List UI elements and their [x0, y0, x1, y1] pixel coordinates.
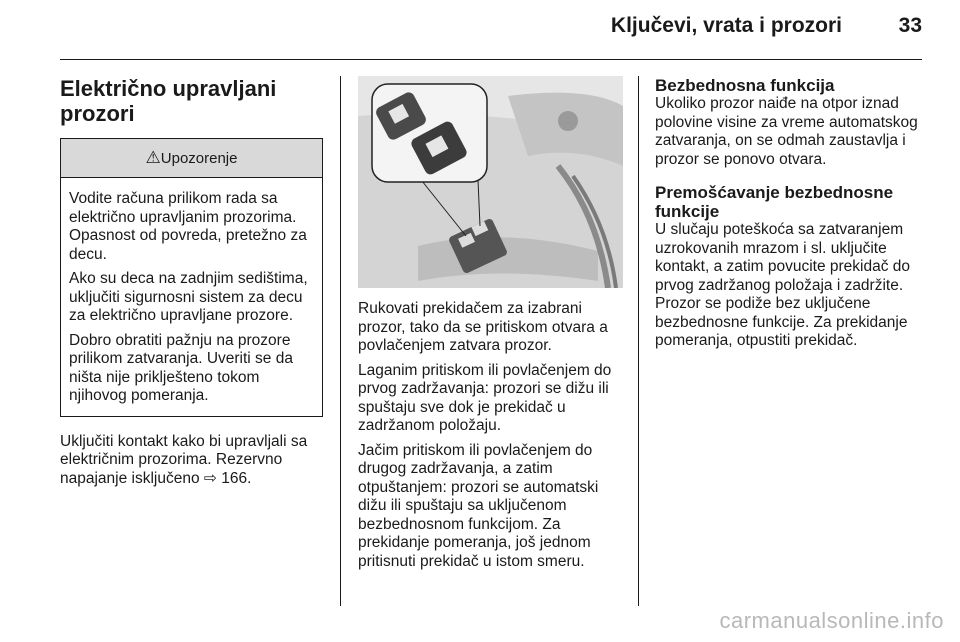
- body-paragraph: [60, 433, 323, 489]
- warning-paragraph: Dobro obratiti pažnju na prozore prilikom zatvaranja. Uveriti se da ništa nije priklješteno tokom njihovog pomeranja.: [69, 331, 293, 404]
- body-paragraph: U slučaju poteškoća sa zatvaranjem uzrokovanih mrazom i sl. uključite kontakt, a zatim povucite prekidač do prvog zadržanog položaja i zadržite. Prozor se podiže bez uključene bezbednosne funkcije. Za prekidanje pomeranja, otpustiti prekidač.: [655, 221, 911, 349]
- warning-label: Upozorenje: [160, 150, 238, 167]
- warning-paragraph: Vodite računa prilikom rada sa električno upravljanim prozorima. Opasnost od povreda, pretežno za decu.: [69, 190, 307, 263]
- running-header: Ključevi, vrata i prozori: [610, 14, 842, 37]
- body-text: Uključiti kontakt kako bi upravljali sa električnim prozorima. Rezervno napajanje isključeno: [60, 432, 308, 487]
- body-paragraph: Jačim pritiskom ili povlačenjem do drugog zadržavanja, a zatim otpuštanjem: prozori se automatski dižu ili spuštaju sa uključenom bezbednosnom funkcijom. Za prekidanje pomeranja, još jednom pritisnuti prekidač u istom smeru.: [358, 441, 599, 570]
- column-right: [655, 76, 925, 365]
- door-panel-drawing: [358, 76, 623, 288]
- warning-paragraph: Ako su deca na zadnjim sedištima, uključiti sigurnosni sistem za decu za električno upravljane prozore.: [69, 270, 308, 324]
- page-number: 33: [898, 14, 922, 37]
- section-heading: Električno upravljani prozori: [60, 76, 277, 126]
- warning-body: [61, 178, 322, 416]
- body-paragraph: Laganim pritiskom ili povlačenjem do prvog zadržavanja: prozori se dižu ili spuštaju sve dok je prekidač u zadržanom položaju.: [358, 361, 612, 434]
- column-divider: [340, 76, 341, 606]
- column-divider: [638, 76, 639, 606]
- warning-triangle-icon: ⚠: [145, 148, 161, 167]
- page-reference[interactable]: 166.: [221, 469, 252, 487]
- body-paragraph: Ukoliko prozor naiđe na otpor iznad polovine visine za vreme automatskog zatvaranja, on se odmah zaustavlja i prozor se ponovo otvara.: [655, 95, 918, 168]
- column-middle: [358, 76, 623, 577]
- subsection-heading: Premošćavanje bezbednosne funkcije: [655, 183, 894, 221]
- warning-header: [61, 139, 322, 178]
- column-left: [60, 76, 323, 488]
- safety-function-section: [655, 76, 925, 169]
- header-rule: [60, 59, 922, 60]
- subsection-heading: Bezbednosna funkcija: [655, 76, 835, 95]
- page-reference-arrow-icon: ⇨: [203, 469, 217, 487]
- watermark: carmanualsonline.info: [719, 608, 944, 633]
- body-paragraph: Rukovati prekidačem za izabrani prozor, tako da se pritiskom otvara a povlačenjem zatvara prozor.: [358, 300, 608, 354]
- warning-box: [60, 138, 323, 417]
- window-switch-illustration: [358, 76, 623, 288]
- override-safety-section: [655, 183, 925, 351]
